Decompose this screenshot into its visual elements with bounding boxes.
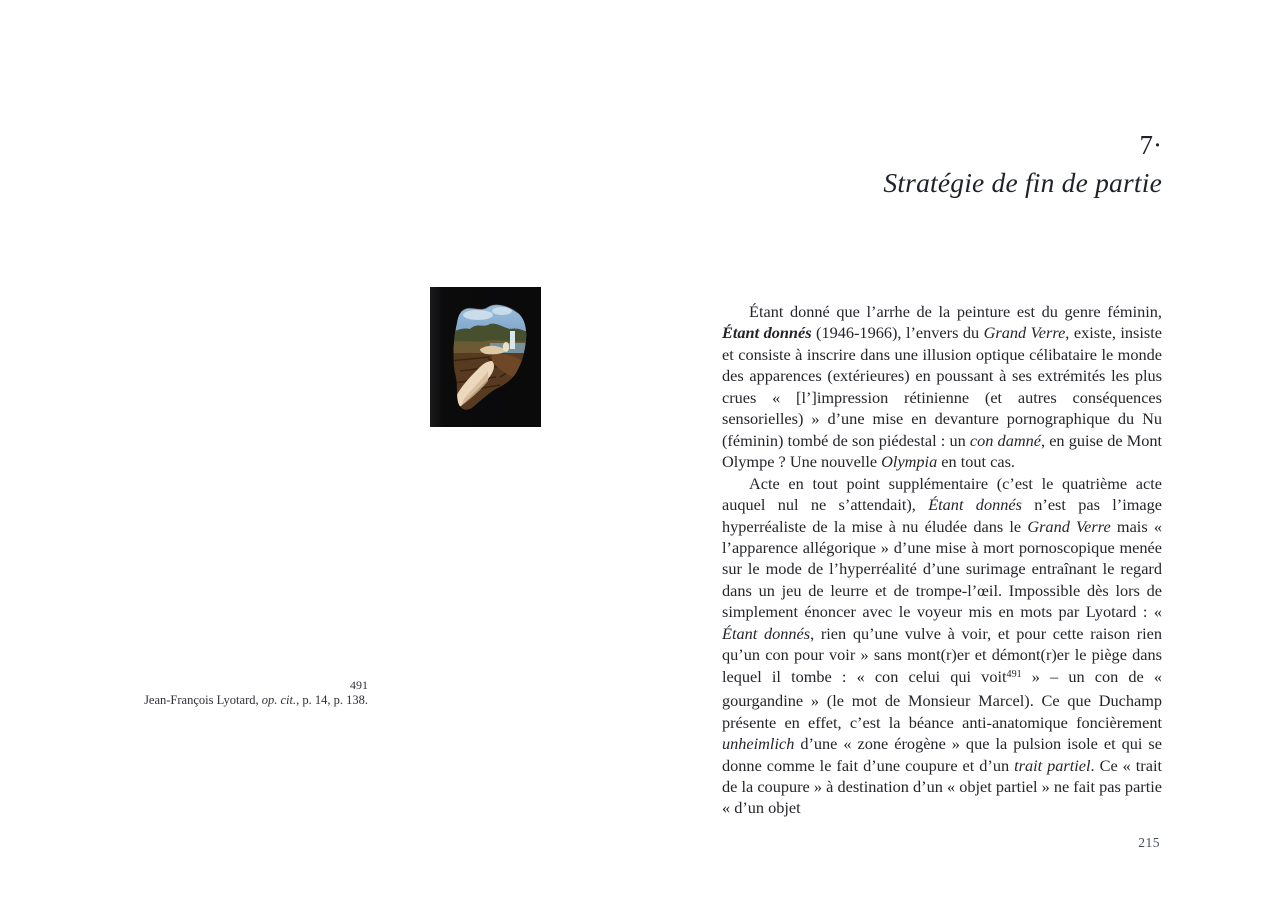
text-segment: n’est pas l’image hyperréaliste de la mise à nu éludée dans le: [722, 495, 1163, 536]
text-segment: d’une « zone érogène » que la pulsion isole et qui se donne comme le fait d’une coupure et d’un: [722, 734, 1162, 775]
chapter-heading: [883, 130, 1162, 198]
page-number: 215: [1138, 835, 1160, 850]
text-segment: 491: [1006, 669, 1022, 681]
text-segment: Étant donné que l’arrhe de la peinture est du genre féminin,: [749, 302, 1162, 321]
footnote-number: 491: [350, 678, 368, 692]
chapter-number: 7·: [1139, 130, 1162, 160]
text-segment: en tout cas.: [937, 452, 1015, 472]
text-segment: unheimlich: [722, 734, 795, 754]
text-segment: Étant donnés: [722, 623, 811, 643]
text-segment: mais « l’apparence allégorique » d’une mise à mort pornoscopique menée sur le mode de l’hyperréalité d’une surimage entraînant le regard dans un jeu de leurre et de trompe-l’œil. Impossible dès lors de simplement énoncer avec le voyeur mis en mots par Lyotard : «: [722, 516, 1162, 622]
text-segment: , p. 14, p. 138.: [296, 692, 368, 707]
body-paragraph: [722, 473, 1162, 819]
text-segment: . Ce « trait de la coupure » à destination d’un « objet partiel » ne fait pas partie « d’un objet: [722, 755, 1162, 818]
text-segment: Jean-François Lyotard,: [144, 692, 262, 707]
text-segment: op. cit.: [261, 692, 297, 707]
footnote-491: [144, 678, 368, 707]
text-segment: Olympia: [881, 452, 938, 472]
text-segment: Étant donnés: [722, 323, 812, 343]
text-segment: Grand Verre: [1027, 516, 1111, 536]
text-segment: , en guise de Mont Olympe ? Une nouvelle: [722, 430, 1163, 472]
peephole-photo-graphic: [430, 287, 541, 427]
text-segment: Étant donnés: [928, 495, 1022, 515]
chapter-body: [722, 301, 1162, 819]
text-segment: , existe, insiste et consiste à inscrire dans une illusion optique célibataire le monde des apparences (extérieures) en poussant à ses extrémités les plus crues « [l’]impression rétinienne (et autres conséquences sensorielles) » d’une mise en devanture pornographique du Nu (féminin) tombé de son piédestal : un: [722, 323, 1162, 450]
chapter-title: Stratégie de fin de partie: [883, 167, 1162, 198]
etant-donnes-photograph: [430, 287, 541, 427]
body-paragraph: [722, 301, 1162, 473]
text-segment: , rien qu’une vulve à voir, et pour cette raison rien qu’un con pour voir » sans mont(r)er et démont(r)er le piège dans lequel il tombe : « con celui qui voit: [722, 623, 1163, 686]
text-segment: » – un con de « gourgandine » (le mot de Monsieur Marcel). Ce que Duchamp présente en effet, c’est la béance anti-anatomique foncièrement: [722, 666, 1163, 732]
text-segment: Grand Verre: [983, 323, 1066, 343]
footnote-text: [144, 693, 368, 708]
text-segment: trait partiel: [1014, 755, 1091, 775]
text-segment: Acte en tout point supplémentaire (c’est le quatrième acte auquel nul ne s’attendait),: [722, 473, 1162, 515]
text-segment: con damné: [969, 430, 1041, 450]
text-segment: (1946-1966), l’envers du: [811, 323, 984, 343]
